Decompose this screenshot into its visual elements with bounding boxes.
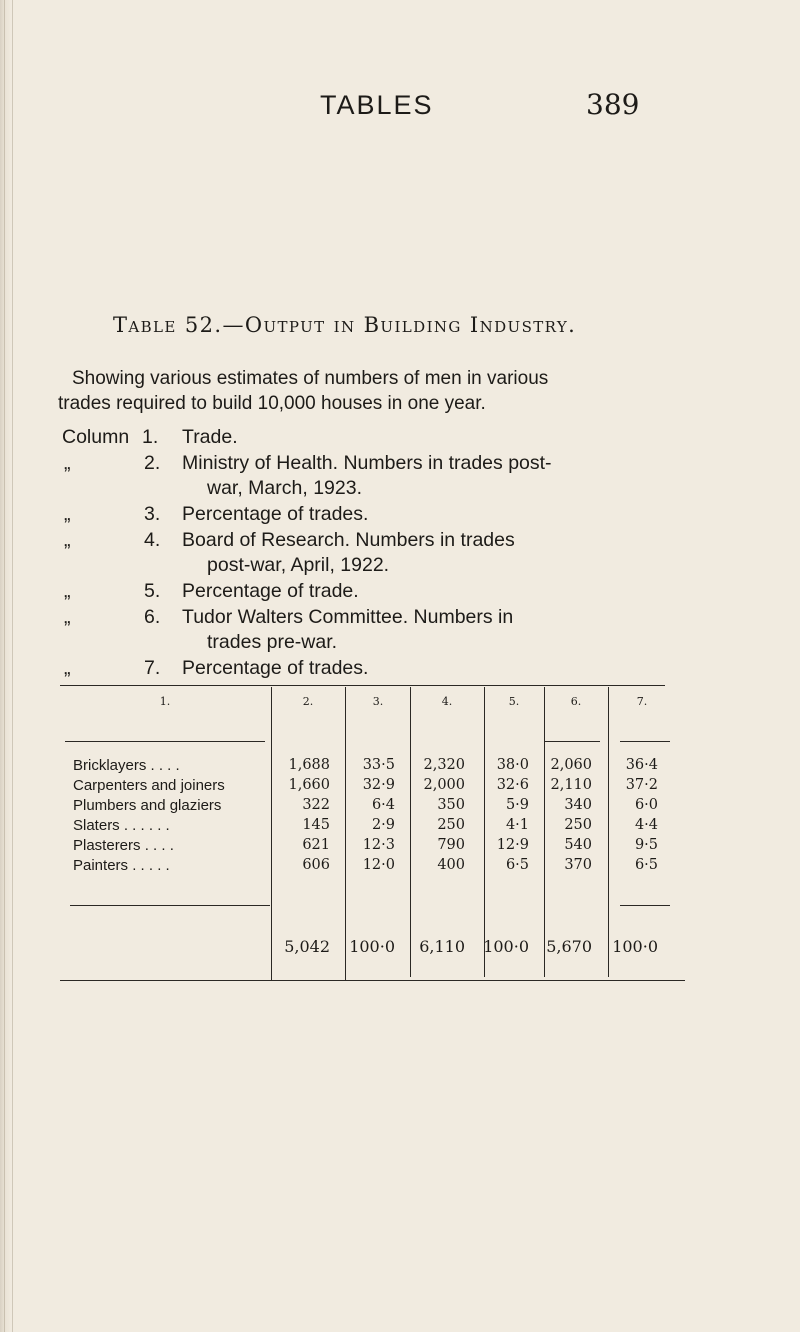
table-cell: 2·9 xyxy=(371,817,395,833)
column-description: Percentage of trade. xyxy=(182,580,359,602)
ditto-mark: „ xyxy=(64,452,71,474)
table-cell: 322 xyxy=(302,797,330,813)
column-description: Trade. xyxy=(182,426,238,448)
table-cell: 540 xyxy=(564,837,592,853)
table-cell: 2,110 xyxy=(550,777,592,793)
column-number: 5. xyxy=(144,580,161,602)
column-description-continued: trades pre-war. xyxy=(207,631,338,653)
trade-label: Bricklayers . . . . xyxy=(73,757,180,774)
total-cell: 100·0 xyxy=(483,937,529,956)
page-number: 389 xyxy=(586,88,640,121)
totals-rule-left xyxy=(70,905,270,906)
column-description: Percentage of trades. xyxy=(182,657,369,679)
output-table xyxy=(60,685,685,1085)
trade-label: Slaters . . . . . . xyxy=(73,817,170,834)
table-cell: 12·3 xyxy=(362,837,395,853)
column-note-4 xyxy=(62,528,672,578)
table-cell: 12·9 xyxy=(496,837,529,853)
column-description: Board of Research. Numbers in trades xyxy=(182,529,515,551)
table-cell: 6·5 xyxy=(505,857,529,873)
trade-label: Plumbers and glaziers xyxy=(73,797,222,814)
table-cell: 9·5 xyxy=(634,837,658,853)
column-description: Percentage of trades. xyxy=(182,503,369,525)
header-rule-left xyxy=(65,741,265,742)
column-header-2: 2. xyxy=(302,695,314,708)
table-cell: 36·4 xyxy=(625,757,658,773)
table-bottom-rule xyxy=(60,980,685,981)
column-header-4: 4. xyxy=(441,695,453,708)
table-cell: 6·5 xyxy=(634,857,658,873)
table-cell: 38·0 xyxy=(496,757,529,773)
ditto-mark: „ xyxy=(64,606,71,628)
trade-label: Plasterers . . . . xyxy=(73,837,174,854)
intro-line-1: Showing various estimates of numbers of men in various xyxy=(72,368,549,389)
column-number: 7. xyxy=(144,657,161,679)
total-cell: 100·0 xyxy=(349,937,395,956)
column-header-5: 5. xyxy=(508,695,520,708)
column-note-5 xyxy=(62,579,672,604)
table-cell: 5·9 xyxy=(505,797,529,813)
header-rule-col7 xyxy=(620,741,670,742)
table-cell: 12·0 xyxy=(362,857,395,873)
table-cell: 37·2 xyxy=(625,777,658,793)
column-description-continued: post-war, April, 1922. xyxy=(207,554,390,576)
trade-label: Painters . . . . . xyxy=(73,857,170,874)
trade-label: Carpenters and joiners xyxy=(73,777,225,794)
book-spine-edge xyxy=(0,0,13,1332)
totals-rule-col7 xyxy=(620,905,670,906)
ditto-mark: „ xyxy=(64,657,71,679)
header-rule-col6 xyxy=(545,741,600,742)
ditto-mark: „ xyxy=(64,529,71,551)
column-number: 4. xyxy=(144,529,161,551)
column-number: 6. xyxy=(144,606,161,628)
table-cell: 4·1 xyxy=(505,817,529,833)
table-cell: 4·4 xyxy=(634,817,658,833)
column-header-6: 6. xyxy=(570,695,582,708)
column-note-1 xyxy=(62,425,672,450)
table-cell: 1,660 xyxy=(288,777,330,793)
column-description: Tudor Walters Committee. Numbers in xyxy=(182,606,514,628)
column-number: 3. xyxy=(144,503,161,525)
table-cell: 621 xyxy=(302,837,330,853)
column-description-continued: war, March, 1923. xyxy=(207,477,362,499)
table-cell: 33·5 xyxy=(362,757,395,773)
table-cell: 32·9 xyxy=(362,777,395,793)
total-cell: 5,042 xyxy=(284,937,330,956)
column-notes xyxy=(62,425,672,682)
table-cell: 250 xyxy=(437,817,465,833)
table-cell: 400 xyxy=(437,857,465,873)
column-note-2 xyxy=(62,451,672,501)
ditto-mark: „ xyxy=(64,503,71,525)
total-cell: 100·0 xyxy=(612,937,658,956)
ditto-mark: „ xyxy=(64,580,71,602)
column-header-1: 1. xyxy=(159,695,171,708)
table-cell: 350 xyxy=(437,797,465,813)
table-cell: 250 xyxy=(564,817,592,833)
running-head: TABLES xyxy=(320,90,434,120)
table-cell: 2,000 xyxy=(423,777,465,793)
total-cell: 5,670 xyxy=(546,937,592,956)
column-header-3: 3. xyxy=(372,695,384,708)
column-label: Column xyxy=(62,426,130,448)
table-title: Table 52.—Output in Building Industry. xyxy=(113,313,577,337)
column-number: 2. xyxy=(144,452,161,474)
table-cell: 370 xyxy=(564,857,592,873)
table-cell: 2,320 xyxy=(423,757,465,773)
column-note-6 xyxy=(62,605,672,655)
column-number: 1. xyxy=(142,426,159,448)
intro-paragraph xyxy=(58,366,672,416)
table-cell: 790 xyxy=(437,837,465,853)
table-cell: 145 xyxy=(302,817,330,833)
table-cell: 6·0 xyxy=(634,797,658,813)
intro-line-2: trades required to build 10,000 houses in one year. xyxy=(58,393,486,414)
column-note-7 xyxy=(62,656,672,681)
table-cell: 340 xyxy=(564,797,592,813)
column-description: Ministry of Health. Numbers in trades post- xyxy=(182,452,552,474)
table-cell: 606 xyxy=(302,857,330,873)
table-cell: 2,060 xyxy=(550,757,592,773)
table-top-rule-right xyxy=(545,685,665,686)
table-cell: 1,688 xyxy=(288,757,330,773)
table-cell: 32·6 xyxy=(496,777,529,793)
column-header-7: 7. xyxy=(636,695,648,708)
total-cell: 6,110 xyxy=(419,937,465,956)
column-note-3 xyxy=(62,502,672,527)
table-cell: 6·4 xyxy=(371,797,395,813)
